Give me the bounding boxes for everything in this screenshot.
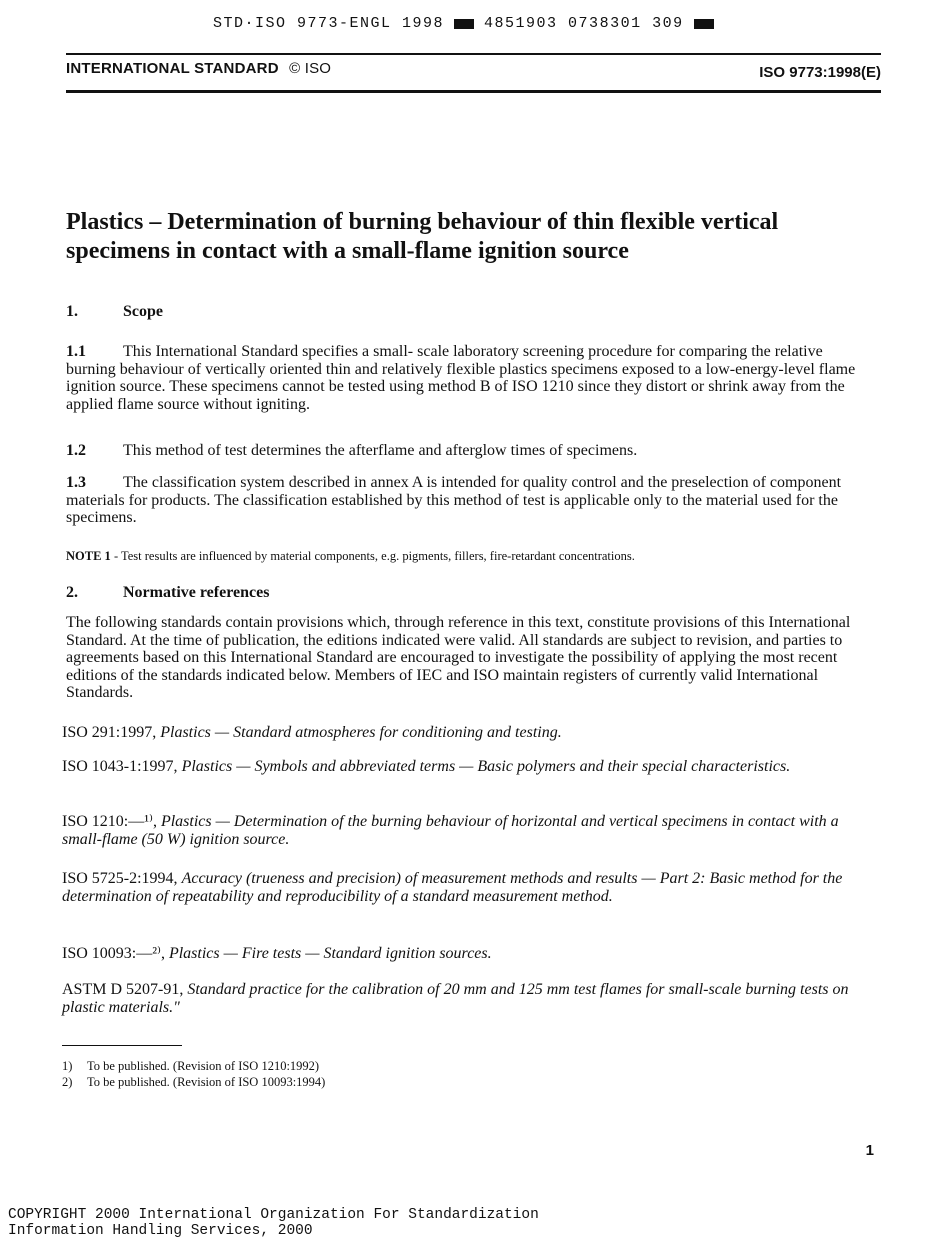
footnote-text: To be published. (Revision of ISO 10093:1994) xyxy=(87,1075,326,1089)
reference-code: ISO 5725-2:1994, xyxy=(62,870,182,887)
normative-intro: The following standards contain provisions which, through reference in this text, constitute provisions of this International Standard. At the time of publication, the editions indicated were valid. All standards are subject to revision, and parties to agreements based on this International Standard are encouraged to investigate the possibility of applying the most recent editions of the standards indicated below. Members of IEC and ISO maintain registers of currently valid International Standards. xyxy=(66,614,851,701)
paragraph-1-2 xyxy=(66,442,876,460)
reference-code: ISO 1210:—¹⁾, xyxy=(62,813,161,830)
section-title: Scope xyxy=(123,303,163,320)
copyright-mark: © ISO xyxy=(289,60,332,77)
page-number: 1 xyxy=(865,1142,874,1159)
reference-title: Plastics — Determination of the burning behaviour of horizontal and vertical specimens in contact with a small-flame (50 W) ignition source. xyxy=(62,813,839,848)
reference-code: ISO 291:1997, xyxy=(62,724,161,741)
section-title: Normative references xyxy=(123,584,270,601)
reference-title: Plastics — Fire tests — Standard ignition sources. xyxy=(168,945,492,962)
reference-item xyxy=(62,870,877,905)
section-number: 1. xyxy=(66,303,78,320)
clause-number: 1.3 xyxy=(66,474,86,491)
footnote-number: 1) xyxy=(62,1059,73,1073)
clause-text: This International Standard specifies a small- scale laboratory screening procedure for comparing the relative burning behaviour of vertically oriented thin and relatively flexible plastics specimens exposed to a low-energy-level flame ignition source. These specimens cannot be tested using method B of ISO 1210 since they distort or shrink away from the applied flame source without igniting. xyxy=(66,343,856,413)
reference-item xyxy=(62,813,877,848)
stamp-barcode-number: 4851903 0738301 309 xyxy=(484,15,684,32)
clause-number: 1.1 xyxy=(66,343,86,360)
header-rule-top xyxy=(66,53,881,55)
footnote-text: To be published. (Revision of ISO 1210:1992) xyxy=(87,1059,320,1073)
document-stamp xyxy=(213,15,724,32)
reference-item xyxy=(62,724,877,742)
reference-item xyxy=(62,981,877,1016)
clause-text: The classification system described in annex A is intended for quality control and the preselection of component materials for products. The classification established by this method of test is applicable only to the material used for the specimens. xyxy=(66,474,842,526)
reference-title: Plastics — Symbols and abbreviated terms — Basic polymers and their special characteristics. xyxy=(181,758,791,775)
stamp-code: STD·ISO 9773-ENGL 1998 xyxy=(213,15,445,32)
reference-code: ISO 1043-1:1997, xyxy=(62,758,182,775)
reference-title: Standard practice for the calibration of 20 mm and 125 mm test flames for small-scale burning tests on plastic materials." xyxy=(62,981,849,1016)
footnote-number: 2) xyxy=(62,1075,73,1089)
copyright-line: COPYRIGHT 2000 International Organization For Standardization xyxy=(8,1207,539,1223)
clause-text: This method of test determines the afterflame and afterglow times of specimens. xyxy=(123,442,638,459)
footnote xyxy=(62,1059,319,1074)
reference-code: ASTM D 5207-91, xyxy=(62,981,188,998)
standard-number: ISO 9773:1998(E) xyxy=(759,64,881,81)
reference-title: Accuracy (trueness and precision) of measurement methods and results — Part 2: Basic method for the determination of repeatability and reproducibility of a standard measurement method. xyxy=(62,870,843,905)
paragraph-1-3 xyxy=(66,474,876,527)
note-text: - Test results are influenced by material components, e.g. pigments, fillers, fire-retardant concentrations. xyxy=(110,549,635,563)
note-1 xyxy=(66,549,876,564)
section-heading-scope xyxy=(66,303,163,321)
copyright-footer xyxy=(8,1207,539,1239)
reference-title: Plastics — Standard atmospheres for conditioning and testing. xyxy=(160,724,562,741)
paragraph-1-1 xyxy=(66,343,876,413)
header-label xyxy=(66,60,331,77)
stamp-block-icon xyxy=(454,19,474,29)
stamp-block-icon xyxy=(694,19,714,29)
document-title: Plastics – Determination of burning behaviour of thin flexible vertical specimens in contact with a small-flame ignition source xyxy=(66,209,779,264)
note-label: NOTE 1 xyxy=(66,549,111,563)
standard-type-label: INTERNATIONAL STANDARD xyxy=(66,60,279,77)
reference-code: ISO 10093:—²⁾, xyxy=(62,945,169,962)
footnote xyxy=(62,1075,325,1090)
footnote-separator xyxy=(62,1045,182,1046)
header-rule-bottom xyxy=(66,90,881,93)
reference-item xyxy=(62,945,877,963)
clause-number: 1.2 xyxy=(66,442,86,459)
section-number: 2. xyxy=(66,584,78,601)
section-heading-normative-references xyxy=(66,584,269,602)
reference-item xyxy=(62,758,877,776)
copyright-line: Information Handling Services, 2000 xyxy=(8,1223,313,1239)
